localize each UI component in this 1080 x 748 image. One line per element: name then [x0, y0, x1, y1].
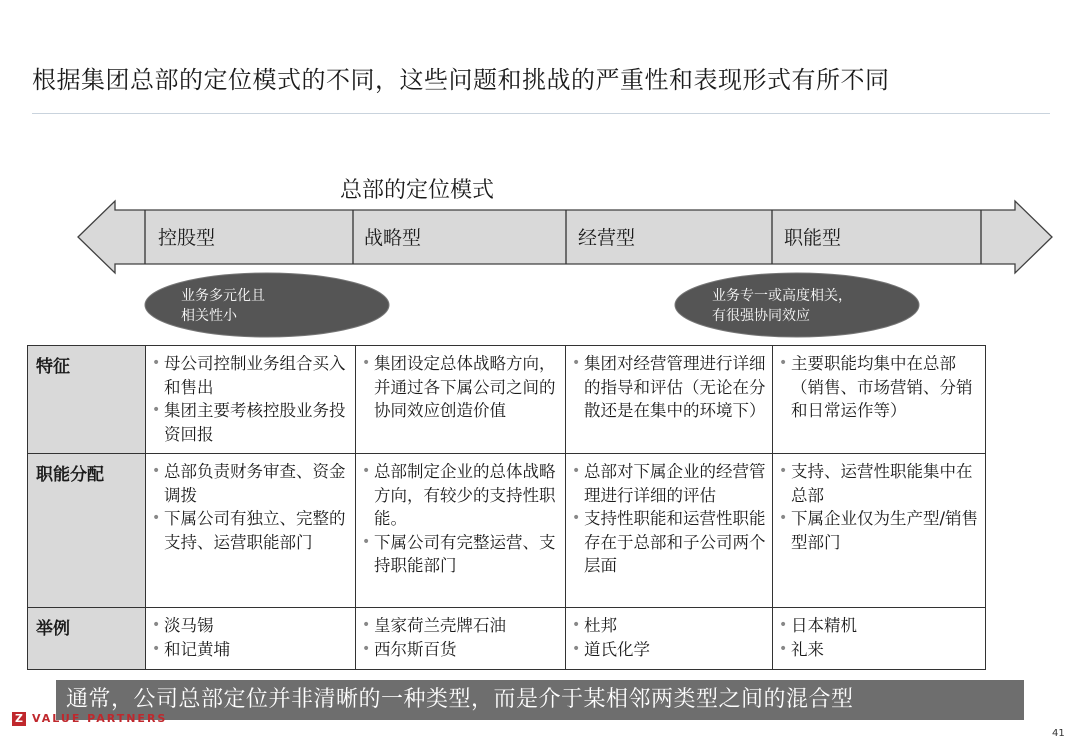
bullet-text: 礼来 — [791, 639, 824, 659]
bullet-dot-icon: • — [152, 355, 161, 371]
bullet-text: 总部制定企业的总体战略方向，有较少的支持性职能。 — [374, 462, 556, 528]
bullet-item — [362, 531, 559, 578]
bullet-text: 和记黄埔 — [164, 639, 230, 659]
table-cell — [773, 608, 986, 670]
bullet-text: 日本精机 — [791, 616, 857, 635]
bullet-text: 下属企业仅为生产型/销售型部门 — [791, 509, 979, 552]
bullet-dot-icon: • — [572, 510, 581, 526]
bullet-text: 集团设定总体战略方向，并通过各下属公司之间的协同效应创造价值 — [374, 354, 556, 420]
caption-banner: 通常，公司总部定位并非清晰的一种类型，而是介于某相邻两类型之间的混合型 — [56, 680, 1024, 720]
bullet-dot-icon: • — [152, 617, 161, 633]
bullet-item — [152, 507, 349, 554]
left-ellipse-line: 相关性小 — [181, 308, 237, 324]
bullet-dot-icon: • — [152, 463, 161, 479]
bullet-text: 道氏化学 — [584, 639, 650, 659]
bullet-text: 支持性职能和运营性职能存在于总部和子公司两个层面 — [584, 509, 766, 575]
row-header: 职能分配 — [28, 454, 146, 608]
bullet-item — [362, 614, 559, 638]
bullet-item — [779, 507, 979, 554]
bullet-item — [779, 352, 979, 423]
bullet-item — [572, 352, 766, 423]
bullet-dot-icon: • — [362, 355, 371, 371]
table-cell — [356, 608, 566, 670]
spectrum-title: 总部的定位模式 — [340, 178, 495, 203]
double-arrow-shape — [78, 201, 1052, 273]
bullet-dot-icon: • — [779, 640, 788, 657]
bullet-item — [152, 638, 349, 662]
right-ellipse-line: 业务专一或高度相关， — [712, 288, 852, 304]
table-row — [28, 608, 986, 670]
table-cell — [146, 608, 356, 670]
bullet-item — [152, 614, 349, 638]
row-header: 举例 — [28, 608, 146, 670]
bullet-text: 母公司控制业务组合买入和售出 — [164, 354, 346, 397]
bullet-text: 主要职能均集中在总部（销售、市场营销、分销和日常运作等） — [791, 354, 973, 420]
bullet-text: 下属公司有独立、完整的支持、运营职能部门 — [164, 509, 346, 552]
table-row — [28, 346, 986, 454]
right-ellipse-line: 有很强协同效应 — [712, 308, 810, 324]
bullet-dot-icon: • — [779, 355, 788, 371]
table-cell — [773, 454, 986, 608]
bullet-dot-icon: • — [779, 463, 788, 479]
bullet-dot-icon: • — [362, 533, 371, 550]
bullet-text: 下属公司有完整运营、支持职能部门 — [374, 532, 556, 575]
bullet-text: 集团对经营管理进行详细的指导和评估（无论在分散还是在集中的环境下） — [584, 354, 766, 420]
bullet-text: 西尔斯百货 — [374, 639, 457, 659]
bullet-item — [152, 399, 349, 446]
bullet-item — [572, 614, 766, 638]
bullet-item — [779, 460, 979, 507]
bullet-text: 皇家荷兰壳牌石油 — [374, 616, 506, 635]
bullet-text: 总部负责财务审查、资金调拨 — [164, 462, 346, 505]
bullet-dot-icon: • — [152, 640, 161, 657]
model-label-operational: 经营型 — [578, 227, 636, 249]
table-cell — [146, 454, 356, 608]
bullet-dot-icon: • — [572, 355, 581, 371]
bullet-item — [152, 460, 349, 507]
model-label-strategic: 战略型 — [364, 227, 422, 249]
bullet-dot-icon: • — [572, 617, 581, 633]
bullet-dot-icon: • — [572, 640, 581, 657]
table-cell — [356, 454, 566, 608]
bullet-dot-icon: • — [152, 402, 161, 418]
bullet-item — [362, 460, 559, 531]
bullet-dot-icon: • — [572, 463, 581, 479]
bullet-text: 杜邦 — [584, 616, 617, 635]
bullet-item — [779, 614, 979, 638]
bullet-dot-icon: • — [362, 617, 371, 633]
model-label-holding: 控股型 — [158, 227, 216, 249]
bullet-item — [572, 638, 766, 662]
bullet-text: 淡马锡 — [164, 616, 214, 635]
bullet-dot-icon: • — [362, 463, 371, 479]
table-row — [28, 454, 986, 608]
page-number: 41 — [1052, 728, 1065, 739]
table-cell — [566, 346, 773, 454]
bullet-item — [152, 352, 349, 399]
model-label-functional: 职能型 — [784, 227, 842, 249]
bullet-item — [779, 638, 979, 662]
row-header: 特征 — [28, 346, 146, 454]
bullet-dot-icon: • — [779, 510, 788, 526]
bullet-text: 集团主要考核控股业务投资回报 — [164, 401, 346, 444]
bullet-dot-icon: • — [779, 617, 788, 633]
table-cell — [566, 608, 773, 670]
comparison-table — [27, 345, 986, 670]
bullet-dot-icon: • — [152, 510, 161, 526]
logo-text: VALUE PARTNERS — [32, 712, 168, 725]
bullet-item — [362, 352, 559, 423]
bullet-text: 支持、运营性职能集中在总部 — [791, 462, 973, 505]
bullet-text: 总部对下属企业的经营管理进行详细的评估 — [584, 462, 766, 505]
bullet-item — [572, 460, 766, 507]
double-arrow-band — [0, 0, 1080, 345]
slide-title: 根据集团总部的定位模式的不同，这些问题和挑战的严重性和表现形式有所不同 — [32, 66, 890, 94]
bullet-item — [572, 507, 766, 578]
left-ellipse-line: 业务多元化且 — [181, 288, 265, 304]
table-cell — [356, 346, 566, 454]
table-cell — [773, 346, 986, 454]
table-cell — [146, 346, 356, 454]
logo-mark: Z — [12, 712, 26, 726]
bullet-item — [362, 638, 559, 662]
table-cell — [566, 454, 773, 608]
bullet-dot-icon: • — [362, 640, 371, 657]
